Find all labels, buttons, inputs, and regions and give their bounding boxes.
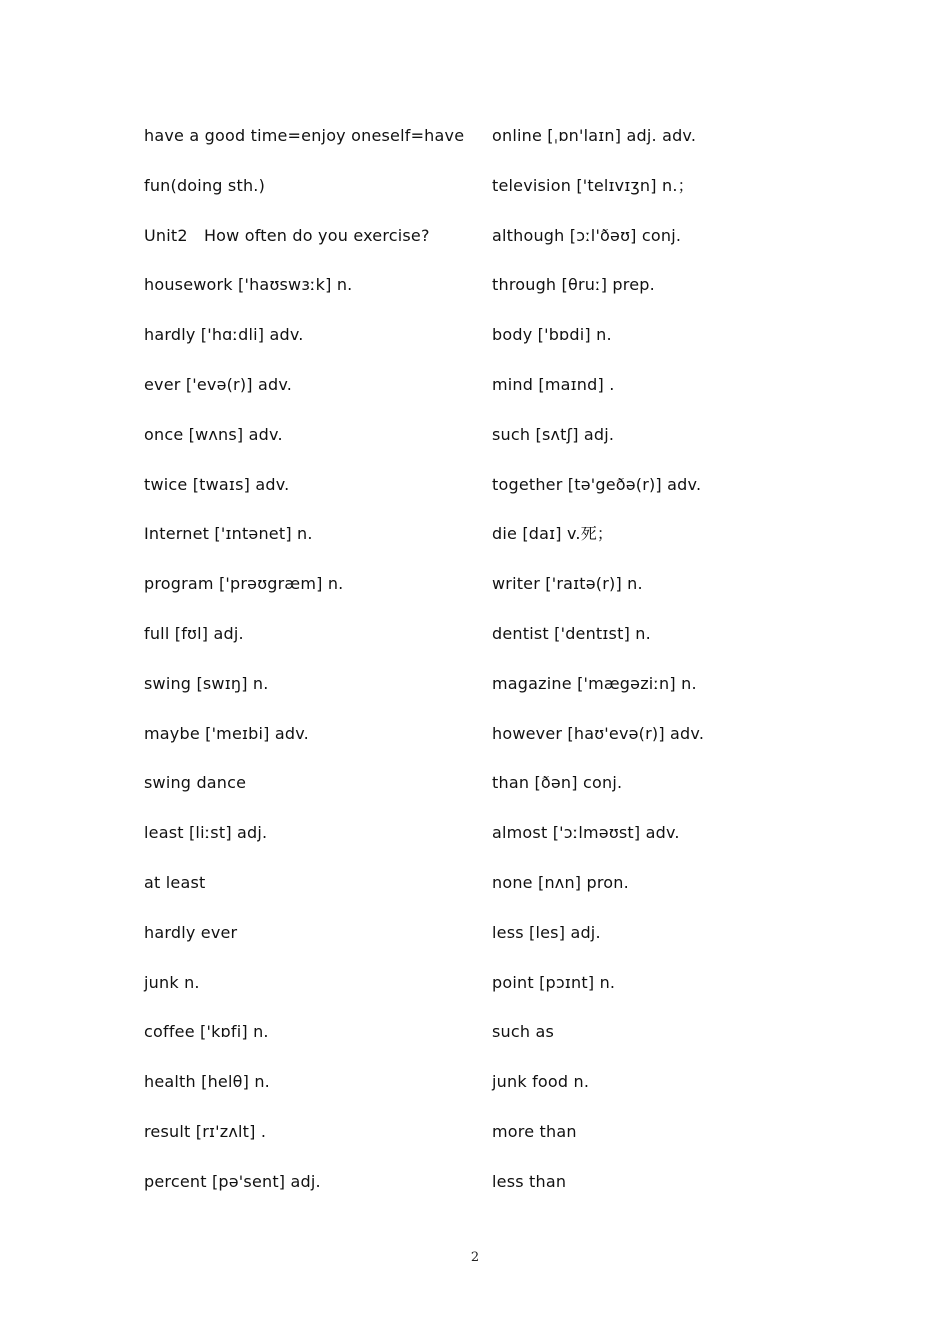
right-vocabulary-column [492,119,832,1215]
vocab-line: housework ['haʊswɜːk] n. [144,275,353,295]
vocab-line: twice [twaɪs] adv. [144,474,290,494]
vocab-line: Internet ['ɪntənet] n. [144,524,313,544]
vocab-line: less [les] adj. [492,922,601,942]
vocab-line: television ['telɪvɪʒn] n.； [492,175,694,195]
vocab-line: die [daɪ] v.死； [492,524,614,544]
vocab-line: however [haʊ'evə(r)] adv. [492,723,705,743]
vocab-line: once [wʌns] adv. [144,424,283,444]
vocab-line: maybe ['meɪbi] adv. [144,723,309,743]
vocab-line: than [ðən] conj. [492,773,623,793]
left-vocabulary-column [144,119,484,1215]
vocab-line: magazine ['mægəziːn] n. [492,673,697,693]
vocab-line: result [rɪ'zʌlt] . [144,1121,267,1141]
vocab-line: least [liːst] adj. [144,823,268,843]
vocab-line: health [helθ] n. [144,1072,270,1092]
vocab-line: junk food n. [492,1072,590,1092]
vocab-line: percent [pə'sent] adj. [144,1171,321,1191]
vocab-line: none [nʌn] pron. [492,872,629,892]
vocab-line: such as [492,1022,555,1042]
vocab-line: writer ['raɪtə(r)] n. [492,574,643,594]
vocab-line: almost ['ɔːlməʊst] adv. [492,823,680,843]
vocab-line: together [tə'geðə(r)] adv. [492,474,702,494]
vocab-line: dentist ['dentɪst] n. [492,623,651,643]
vocab-line: through [θruː] prep. [492,275,655,295]
unit-heading: Unit2 How often do you exercise? [144,225,430,245]
vocab-line: although [ɔːl'ðəʊ] conj. [492,225,682,245]
vocab-line: mind [maɪnd] . [492,374,615,394]
vocab-line: program ['prəʊgræm] n. [144,574,344,594]
vocab-line: such [sʌtʃ] adj. [492,424,615,444]
vocab-line: hardly ['hɑːdli] adv. [144,325,304,345]
vocab-line: fun(doing sth.) [144,175,266,195]
vocab-line: hardly ever [144,922,238,942]
vocab-line: point [pɔɪnt] n. [492,972,616,992]
vocab-line: full [fʊl] adj. [144,623,244,643]
vocab-line: swing dance [144,773,247,793]
vocab-line: have a good time=enjoy oneself=have [144,126,465,145]
vocab-line: swing [swɪŋ] n. [144,673,269,693]
vocab-line: junk n. [144,972,200,992]
vocab-line: at least [144,872,206,892]
page-number: 2 [470,1250,480,1265]
vocab-line: more than [492,1121,577,1141]
vocab-line: less than [492,1171,567,1191]
vocab-line: ever ['evə(r)] adv. [144,374,293,394]
vocab-line: online [ˌɒn'laɪn] adj. adv. [492,126,697,145]
vocab-line: coffee ['kɒfi] n. [144,1022,269,1042]
vocab-line: body ['bɒdi] n. [492,325,612,345]
